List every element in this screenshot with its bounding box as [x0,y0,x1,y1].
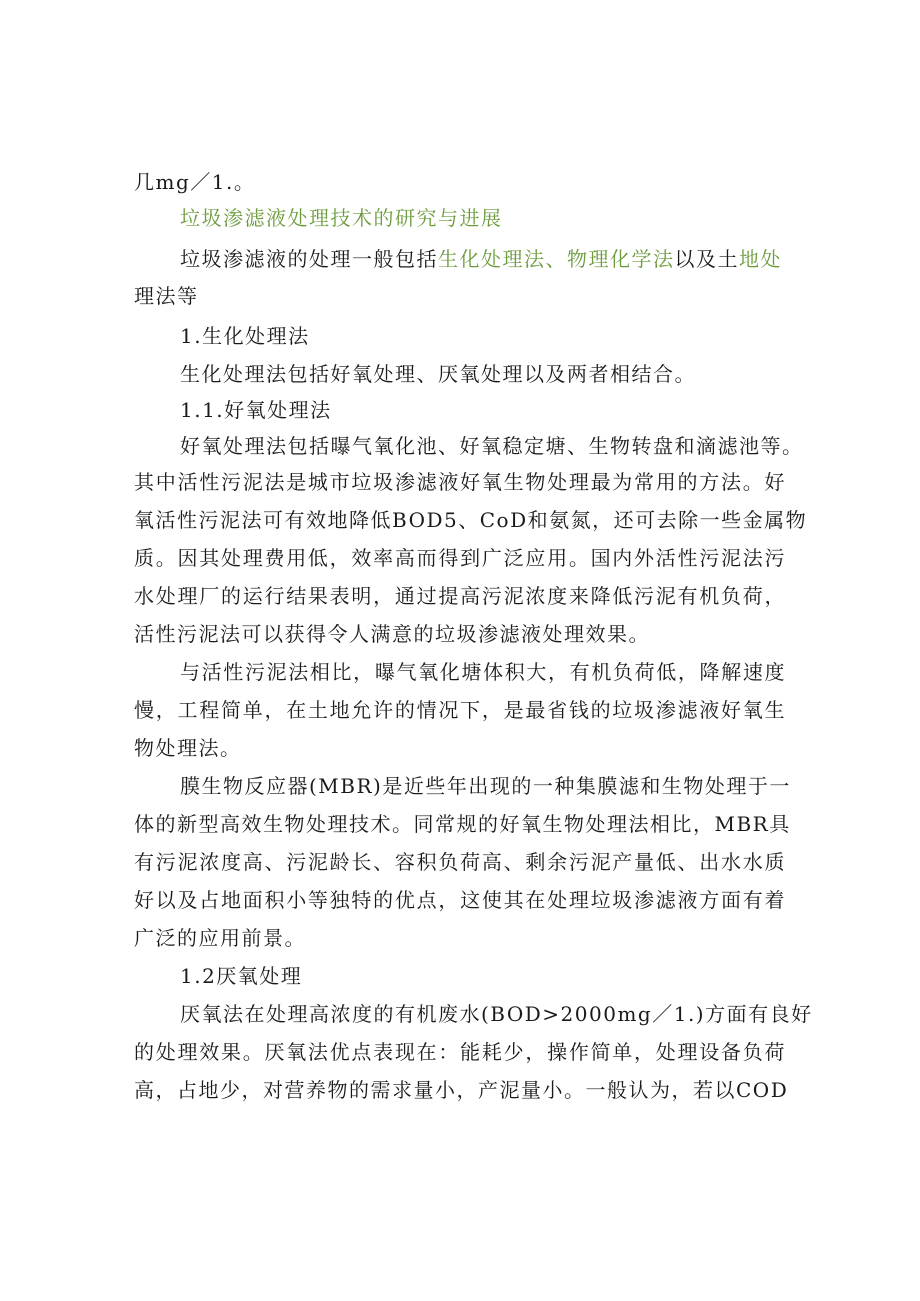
heading-1: 1.生化处理法 [180,324,310,348]
text-line: 物处理法。 [134,736,242,760]
text-line: 有污泥浓度高、污泥龄长、容积负荷高、剩余污泥产量低、出水水质 [134,850,786,874]
link-biochemical[interactable]: 生化处理法 [438,247,546,271]
link-land-treatment[interactable]: 地处 [739,247,782,271]
intro-text-2: 以及土 [674,247,739,271]
text-line: 厌氧法在处理高浓度的有机废水(BOD>2000mg／1.)方面有良好 [180,1002,813,1026]
text-line: 体的新型高效生物处理技术。同常规的好氧生物处理法相比，MBR具 [134,812,791,836]
link-separator: 、 [545,247,567,271]
text-line: 水处理厂的运行结果表明，通过提高污泥浓度来降低污泥有机负荷， [134,584,786,608]
text-line: 质。因其处理费用低，效率高而得到广泛应用。国内外活性污泥法污 [134,546,786,570]
intro-line [180,245,782,273]
text-line: 好氧处理法包括曝气氧化池、好氧稳定塘、生物转盘和滴滤池等。 [180,434,804,458]
text-line: 好以及占地面积小等独特的优点，这使其在处理垃圾渗滤液方面有着 [134,888,786,912]
heading-1-1: 1.1.好氧处理法 [180,398,332,422]
text-line: 高，占地少，对营养物的需求量小，产泥量小。一般认为，若以COD [134,1078,789,1102]
text-line: 慢，工程简单，在土地允许的情况下，是最省钱的垃圾渗滤液好氧生 [134,698,786,722]
text-line: 氧活性污泥法可有效地降低BOD5、CoD和氨氮，还可去除一些金属物 [134,508,808,532]
text-line: 理法等 [134,284,199,308]
text-line: 与活性污泥法相比，曝气氧化塘体积大，有机负荷低，降解速度 [180,660,786,684]
text-line: 活性污泥法可以获得令人满意的垃圾渗滤液处理效果。 [134,622,650,646]
text-line: 其中活性污泥法是城市垃圾渗滤液好氧生物处理最为常用的方法。好 [134,470,786,494]
text-line: 膜生物反应器(MBR)是近些年出现的一种集膜滤和生物处理于一 [180,774,791,798]
text-line: 生化处理法包括好氧处理、厌氧处理以及两者相结合。 [180,362,696,386]
text-line: 广泛的应用前景。 [134,926,306,950]
section-title: 垃圾渗滤液处理技术的研究与进展 [180,206,503,230]
heading-1-2: 1.2厌氧处理 [180,964,303,988]
text-line: 的处理效果。厌氧法优点表现在：能耗少，操作简单，处理设备负荷 [134,1040,786,1064]
link-physicochemical[interactable]: 物理化学法 [567,247,675,271]
intro-text: 垃圾渗滤液的处理一般包括 [180,247,438,271]
text-line: 几mg／1.。 [134,170,256,194]
